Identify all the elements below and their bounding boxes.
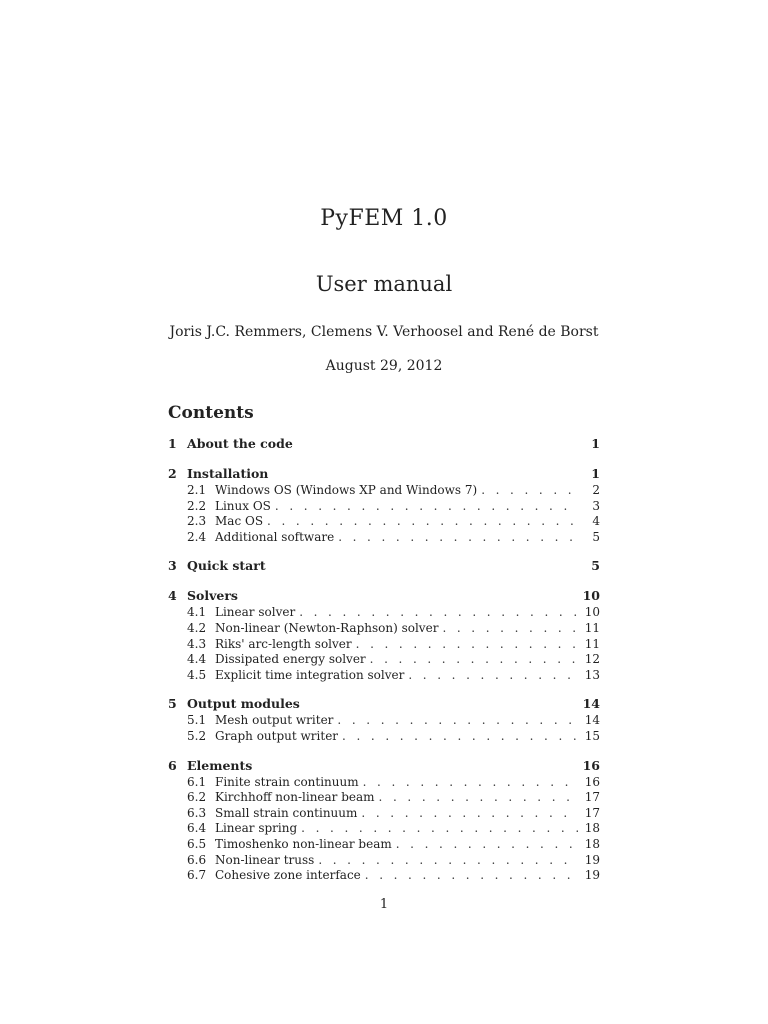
toc-subsection-title: Graph output writer	[215, 728, 339, 743]
toc-subsection-title: Mac OS	[215, 514, 264, 529]
toc-subsection-title: Finite strain continuum	[215, 774, 359, 789]
toc-subsection-title: Riks' arc-length solver	[215, 636, 352, 651]
toc-subsection-number: 6.6	[187, 852, 207, 867]
toc-section-page: 1	[591, 466, 600, 481]
toc-section	[168, 466, 600, 545]
toc-section-title: Elements	[187, 757, 253, 773]
toc-dot-leader	[408, 668, 578, 682]
table-of-contents	[168, 436, 600, 897]
toc-section-entry[interactable]	[168, 436, 600, 453]
toc-dot-leader	[370, 652, 578, 666]
toc-subsection-page: 3	[592, 498, 600, 513]
toc-subsection-entry[interactable]	[168, 790, 600, 806]
toc-subsection-entry[interactable]	[168, 605, 600, 621]
toc-subsection-number: 5.1	[187, 713, 207, 728]
toc-subsection-entry[interactable]	[168, 713, 600, 729]
toc-subsection-page: 18	[584, 836, 600, 851]
toc-subsection-title: Dissipated energy solver	[215, 652, 366, 667]
toc-section-page: 16	[582, 757, 600, 773]
toc-subsection-page: 17	[584, 790, 600, 805]
contents-heading: Contents	[168, 403, 254, 423]
toc-subsection-number: 4.3	[187, 636, 207, 651]
toc-dot-leader	[275, 499, 578, 513]
toc-subsection-number: 6.4	[187, 821, 207, 836]
toc-dot-leader	[379, 790, 578, 804]
toc-subsection-entry[interactable]	[168, 483, 600, 499]
toc-dot-leader	[442, 621, 578, 635]
toc-subsection-number: 4.1	[187, 605, 207, 620]
toc-section-number: 1	[168, 436, 177, 451]
toc-section-number: 6	[168, 757, 177, 773]
document-title: PyFEM 1.0	[320, 206, 448, 231]
toc-subsection-entry[interactable]	[168, 837, 600, 853]
toc-subsection-page: 13	[584, 667, 600, 682]
toc-subsection-entry[interactable]	[168, 729, 600, 745]
toc-subsection-entry[interactable]	[168, 775, 600, 791]
toc-section	[168, 758, 600, 884]
toc-subsection-number: 6.7	[187, 868, 207, 883]
toc-section-page: 1	[591, 436, 600, 451]
toc-subsection-title: Kirchhoff non-linear beam	[215, 790, 375, 805]
toc-subsection-page: 5	[592, 529, 600, 544]
toc-subsection-number: 4.4	[187, 652, 207, 667]
toc-subsection-page: 17	[584, 805, 600, 820]
toc-subsection-entry[interactable]	[168, 668, 600, 684]
toc-subsection-entry[interactable]	[168, 499, 600, 515]
authors: Joris J.C. Remmers, Clemens V. Verhoosel and René de Borst	[169, 324, 599, 340]
toc-subsection-title: Explicit time integration solver	[215, 667, 405, 682]
toc-dot-leader	[301, 821, 578, 835]
toc-subsection-page: 4	[592, 514, 600, 529]
toc-subsection-title: Cohesive zone interface	[215, 868, 361, 883]
toc-subsection-entry[interactable]	[168, 821, 600, 837]
toc-dot-leader	[299, 605, 578, 619]
toc-subsection-title: Non-linear truss	[215, 852, 315, 867]
toc-subsection-page: 11	[584, 636, 600, 651]
document-subtitle: User manual	[315, 272, 453, 296]
toc-dot-leader	[481, 483, 578, 497]
toc-section-title: Quick start	[187, 558, 266, 574]
toc-section	[168, 558, 600, 575]
toc-subsection-number: 4.5	[187, 667, 207, 682]
toc-subsection-entry[interactable]	[168, 621, 600, 637]
toc-subsection-title: Non-linear (Newton-Raphson) solver	[215, 620, 439, 635]
toc-subsection-page: 2	[592, 483, 600, 497]
toc-subsection-page: 19	[584, 852, 600, 867]
toc-subsection-number: 6.2	[187, 790, 207, 805]
toc-section-entry[interactable]	[168, 696, 600, 713]
date: August 29, 2012	[325, 358, 443, 374]
toc-section-entry[interactable]	[168, 588, 600, 605]
toc-subsection-number: 4.2	[187, 620, 207, 635]
toc-section-title: Solvers	[187, 588, 238, 604]
toc-subsection-entry[interactable]	[168, 652, 600, 668]
toc-subsection-title: Windows OS (Windows XP and Windows 7)	[215, 483, 478, 497]
toc-dot-leader	[361, 806, 578, 820]
toc-subsection-page: 12	[584, 652, 600, 667]
toc-subsection-entry[interactable]	[168, 530, 600, 546]
toc-section-page: 5	[591, 558, 600, 574]
toc-subsection-entry[interactable]	[168, 806, 600, 822]
toc-subsection-title: Mesh output writer	[215, 713, 334, 728]
toc-section-page: 14	[582, 696, 600, 712]
toc-section	[168, 436, 600, 453]
toc-dot-leader	[363, 775, 578, 789]
toc-section-number: 3	[168, 558, 177, 574]
toc-dot-leader	[337, 713, 578, 727]
toc-section-number: 5	[168, 696, 177, 712]
toc-subsection-page: 19	[584, 868, 600, 883]
toc-subsection-page: 11	[584, 620, 600, 635]
toc-subsection-title: Linear spring	[215, 821, 298, 836]
toc-subsection-title: Additional software	[215, 529, 335, 544]
toc-subsection-page: 15	[584, 728, 600, 743]
toc-subsection-entry[interactable]	[168, 514, 600, 530]
toc-section-entry[interactable]	[168, 466, 600, 483]
toc-dot-leader	[396, 837, 578, 851]
toc-section-number: 2	[168, 466, 177, 481]
toc-subsection-entry[interactable]	[168, 853, 600, 869]
page-number: 1	[379, 897, 389, 912]
toc-subsection-number: 2.1	[187, 483, 207, 497]
toc-section-entry[interactable]	[168, 558, 600, 575]
toc-subsection-title: Small strain continuum	[215, 805, 358, 820]
toc-subsection-number: 2.4	[187, 529, 207, 544]
toc-subsection-page: 10	[584, 605, 600, 620]
toc-section-page: 10	[582, 588, 600, 604]
toc-subsection-number: 6.1	[187, 774, 207, 789]
toc-dot-leader	[318, 853, 578, 867]
toc-subsection-number: 2.2	[187, 498, 207, 513]
toc-subsection-number: 5.2	[187, 728, 207, 743]
toc-subsection-page: 14	[584, 713, 600, 728]
toc-section	[168, 588, 600, 683]
toc-subsection-entry[interactable]	[168, 637, 600, 653]
toc-section-title: Installation	[187, 466, 269, 481]
toc-subsection-number: 6.5	[187, 836, 207, 851]
toc-subsection-number: 2.3	[187, 514, 207, 529]
toc-subsection-title: Linux OS	[215, 498, 271, 513]
toc-section-title: About the code	[187, 436, 293, 451]
toc-subsection-page: 16	[584, 774, 600, 789]
toc-subsection-title: Timoshenko non-linear beam	[215, 836, 392, 851]
toc-section-title: Output modules	[187, 696, 300, 712]
toc-subsection-title: Linear solver	[215, 605, 296, 620]
toc-subsection-number: 6.3	[187, 805, 207, 820]
toc-dot-leader	[356, 637, 578, 651]
toc-section-number: 4	[168, 588, 177, 604]
toc-section	[168, 696, 600, 744]
toc-section-entry[interactable]	[168, 758, 600, 775]
toc-subsection-page: 18	[584, 821, 600, 836]
toc-dot-leader	[267, 514, 578, 528]
toc-dot-leader	[338, 530, 578, 544]
toc-dot-leader	[342, 729, 578, 743]
toc-dot-leader	[365, 868, 578, 882]
toc-subsection-entry[interactable]	[168, 868, 600, 884]
